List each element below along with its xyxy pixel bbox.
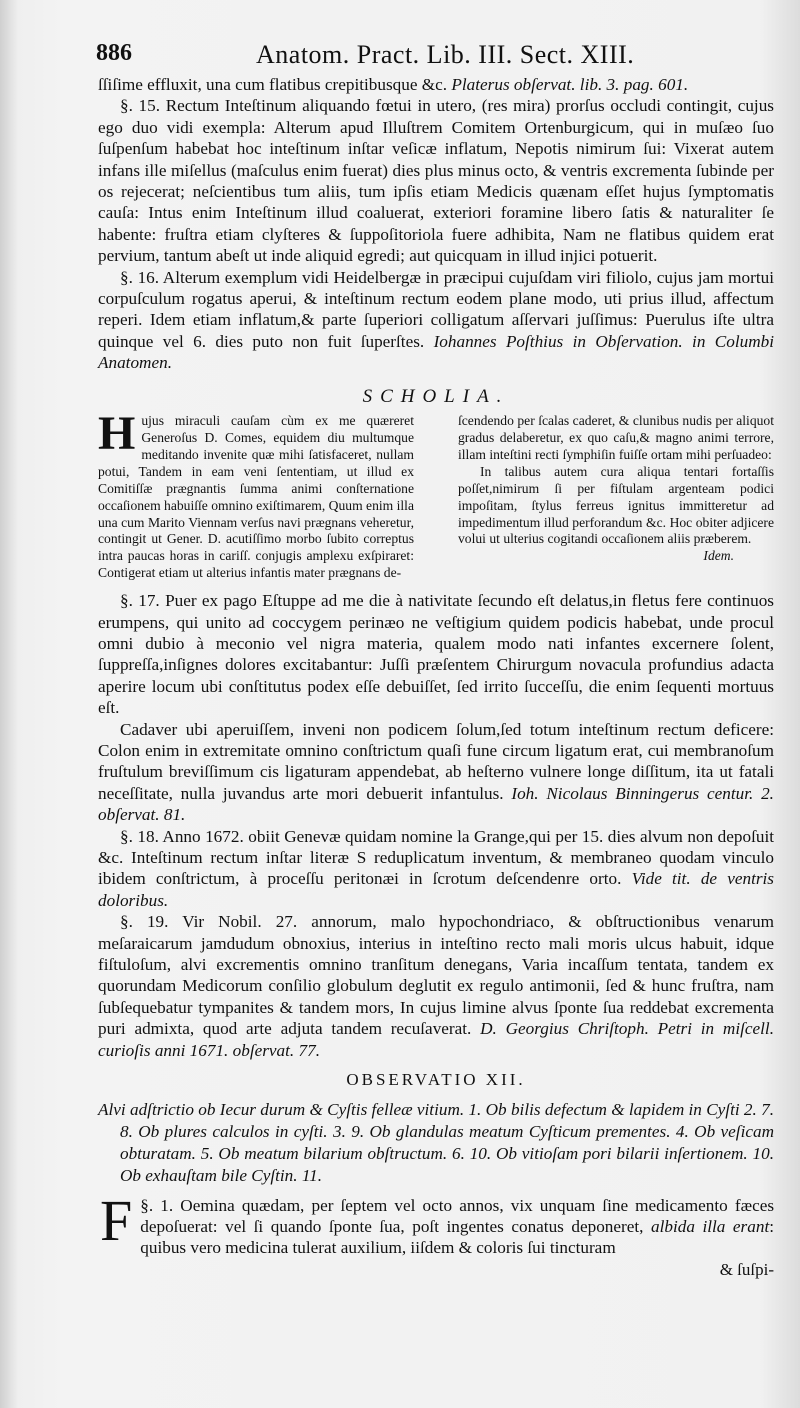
scholia-signature: Idem.	[703, 548, 734, 564]
scholia-left-column	[98, 407, 414, 582]
paragraph-text: §. 18. Anno 1672. obiit Genevæ quidam nomine la Grange,qui per 15. dies alvum non depoſuit &c. Inteſtinum rectum inſtar literæ S reduplicatum inventum, & membraneo quodam vinculo ibidem conſtrictum, à proceſſu peritonæi in ſcrotum deſcendenre orto.	[98, 826, 774, 889]
paragraph-continuation	[98, 74, 774, 95]
spacer	[98, 1187, 774, 1195]
scholia-columns	[98, 407, 774, 582]
scholia-left-text: ujus miraculi cauſam cùm ex me quæreret Generoſus D. Comes, equidem diu multumque meditando invenite quæ mihi ſatisfaceret, nullam potui, Tandem in eam veni ſententiam, ut illud ex Comitiſſæ prægnantis ſumma animi conſternatione occaſionem habuiſſe omnino exiſtimarem, Quum enim illa una cum Marito Viennam verſus navi prægnans veheretur, contingit ut Gener. D. acutiſſimo morbo ſubito correptus intra paucas horas in cariſſ. conjugis amplexu exſpiraret: Contigerat etiam ut alterius infantis mater prægnans de-	[98, 413, 414, 581]
paragraph-17b	[98, 719, 774, 826]
scholia-right-text: ſcendendo per ſcalas caderet, & clunibus nudis per aliquot gradus delaberetur, ex quo caſu,& magno animi terrore, illam inteſtini recti ſymphiſin fuiſſe ortam mihi perſuadeo:	[458, 413, 774, 462]
paragraph-17: §. 17. Puer ex pago Eſtuppe ad me die à nativitate ſecundo eſt delatus,in fletus fere continuos erumpens, qui unito ad coccygem perinæo ne veſtigium quidem podicis habebat, unde procul omni dubio à meconio vel nigra materia, qualem modo nati infantes excernere ſolent, ſuppreſſa,inſignes dolores excitabantur: Juſſi præſentem Chirurgum novacula profundius adacta aperire locum ubi conſtitutus podex eſſe debuiſſet, ſed irrito ſucceſſu, die enim ſequenti mortuus eſt.	[98, 591, 774, 718]
citation: D. Georgius Chriſtoph. Petri in miſcell. curioſis anni 1671. obſervat. 77.	[98, 1019, 774, 1060]
citation: Vide tit. de ventris doloribus.	[98, 869, 775, 910]
spacer	[98, 582, 774, 590]
scholia-right-column	[458, 413, 774, 582]
page-header	[96, 40, 760, 74]
paragraph-19	[98, 911, 774, 1061]
section-text: Oemina quædam, per ſeptem vel octo annos, vix unquam ſine medicamento fæces depoſuerat: vel ſi quando ſponte ſua, poſt ingentes conatus deponeret,	[140, 1195, 775, 1236]
scholia-right-text-2: In talibus autem cura aliqua tentari fortaſſis poſſet,nimirum ſi per fiſtulam argenteam podici impoſitam, ſtylus ferreus ignitus immitteretur ad impedimentum illud perforandum &c. Hoc obiter adjicere volui ut ulterius cogitandi occaſionem aliis præberem.	[458, 463, 774, 547]
section-number: §. 1.	[140, 1195, 174, 1215]
citation: Iohannes Poſthius in Obſervation. in Columbi Anatomen.	[98, 331, 774, 373]
scholia-heading: SCHOLIA.	[362, 385, 510, 407]
observation-summary	[98, 1099, 774, 1187]
page-number: 886	[96, 40, 132, 66]
paragraph-text: §. 19. Vir Nobil. 27. annorum, malo hypochondriaco, & obſtructionibus venarum meſaraicarum jamdudum obnoxius, interius in inteſtino recto mali moris ulcus habuit, idque fiſtuloſum, alvi excrementis omnino tranſitum denegans, Varia incaſſum tentata, tandem ex quorundam Medicorum conſilio globulum deglutit ex regulo antimonii, ſed & hunc fruſtra, nam ſubſequebatur tympanites & tandem mors, In cujus limine alvus ſponte ſua reddebat excrementa puri admixta, quod arte adjuta tandem recuſaverat.	[98, 912, 774, 1039]
paragraph-text: ſſiſime effluxit, una cum flatibus crepitibusque &c.	[98, 75, 452, 94]
observation-summary-text: Alvi adſtrictio ob Iecur durum & Cyſtis felleæ vitium. 1. Ob bilis defectum & lapidem in Cyſti 2. 7. 8. Ob plures calculos in cyſti. 3. 9. Ob glandulas meatum Cyſticum prementes. 4. Ob veſicam obturatam. 5. Ob meatum bilarium obſtructum. 6. 10. Ob vitioſam pori bilarii inſertionem. 10. Ob exhauſtam bile Cyſtin. 11.	[98, 1099, 774, 1185]
paragraph-text: §. 16. Alterum exemplum vidi Heidelbergæ in præcipui cujuſdam viri filiolo, cujus jam mortui corpuſculum rogatus aperui, & inteſtinum rectum eodem plane modo, uti prius illud, affectum reperi. Idem etiam inflatum,& parte ſuperiori colligatum aſſervari juſſimus: Puerulus iſte ultra quinque vel 6. dies puto non fuit ſuperſtes.	[98, 267, 774, 351]
page-body	[98, 74, 774, 1280]
observation-heading: OBSERVATIO XII.	[346, 1070, 526, 1090]
paragraph-text: Cadaver ubi aperuiſſem, inveni non podicem ſolum,ſed totum inteſtinum rectum deficere: Colon enim in extremitate omnino conſtrictum quaſi fune circum ligatum erat, cui membranoſum fruſtulum breviſſimum cis ligaturam appendebat, ab heſterno vulnere longe diſſitum, ita ut fatali neceſſitate, nulla juvandus arte mori debuerit infantulus.	[98, 719, 774, 803]
scholia-signature-line	[458, 548, 774, 565]
running-title: Anatom. Pract. Lib. III. Sect. XIII.	[256, 40, 635, 69]
drop-cap: H	[98, 407, 136, 461]
citation: Ioh. Nicolaus Binningerus centur. 2. obſervat. 81.	[98, 783, 774, 825]
observation-section-1	[98, 1187, 775, 1259]
paragraph-18	[98, 826, 774, 912]
paragraph-15: §. 15. Rectum Inteſtinum aliquando fœtui in utero, (res mira) prorſus occludi contingit, cujus ego duo vidi exempla: Alterum apud Illuſtrem Comitem Ortenburgicum, qui in muſæo ſuo ſuſpenſum habebat hoc inteſtinum inſtar veſicæ inflatum, Nepotis nimirum ſui: Vixerat autem infans ille miſellus (maſculus enim fuerat) dies plus minus octo, & ventris excrementa ſubinde per os rejecerat; neſcientibus tum aliis, tum ipſis etiam Medicis quænam eſſet hujus ſymptomatis cauſa: Intus enim Inteſtinum illud coaluerat, exteriori foramine libero ſatis & naturaliter ſe habente: fruſtra etiam clyſteres & ſuppoſitoriola fuere adhibita, Nam ne flatibus quidem erat pervium, tantum abeſt ut inde aliquid egredi; aut quicquam in illud injici potuerit.	[98, 96, 774, 266]
citation: Platerus obſervat. lib. 3. pag. 601.	[451, 75, 689, 94]
section-italic: albida illa erant	[651, 1216, 770, 1236]
drop-cap: F	[100, 1187, 133, 1253]
section-text-rest: : quibus vero medicina tulerat auxilium, iiſdem & coloris ſui tincturam	[140, 1216, 774, 1258]
paragraph-16	[98, 267, 774, 374]
catchword: & ſuſpi-	[719, 1259, 774, 1279]
